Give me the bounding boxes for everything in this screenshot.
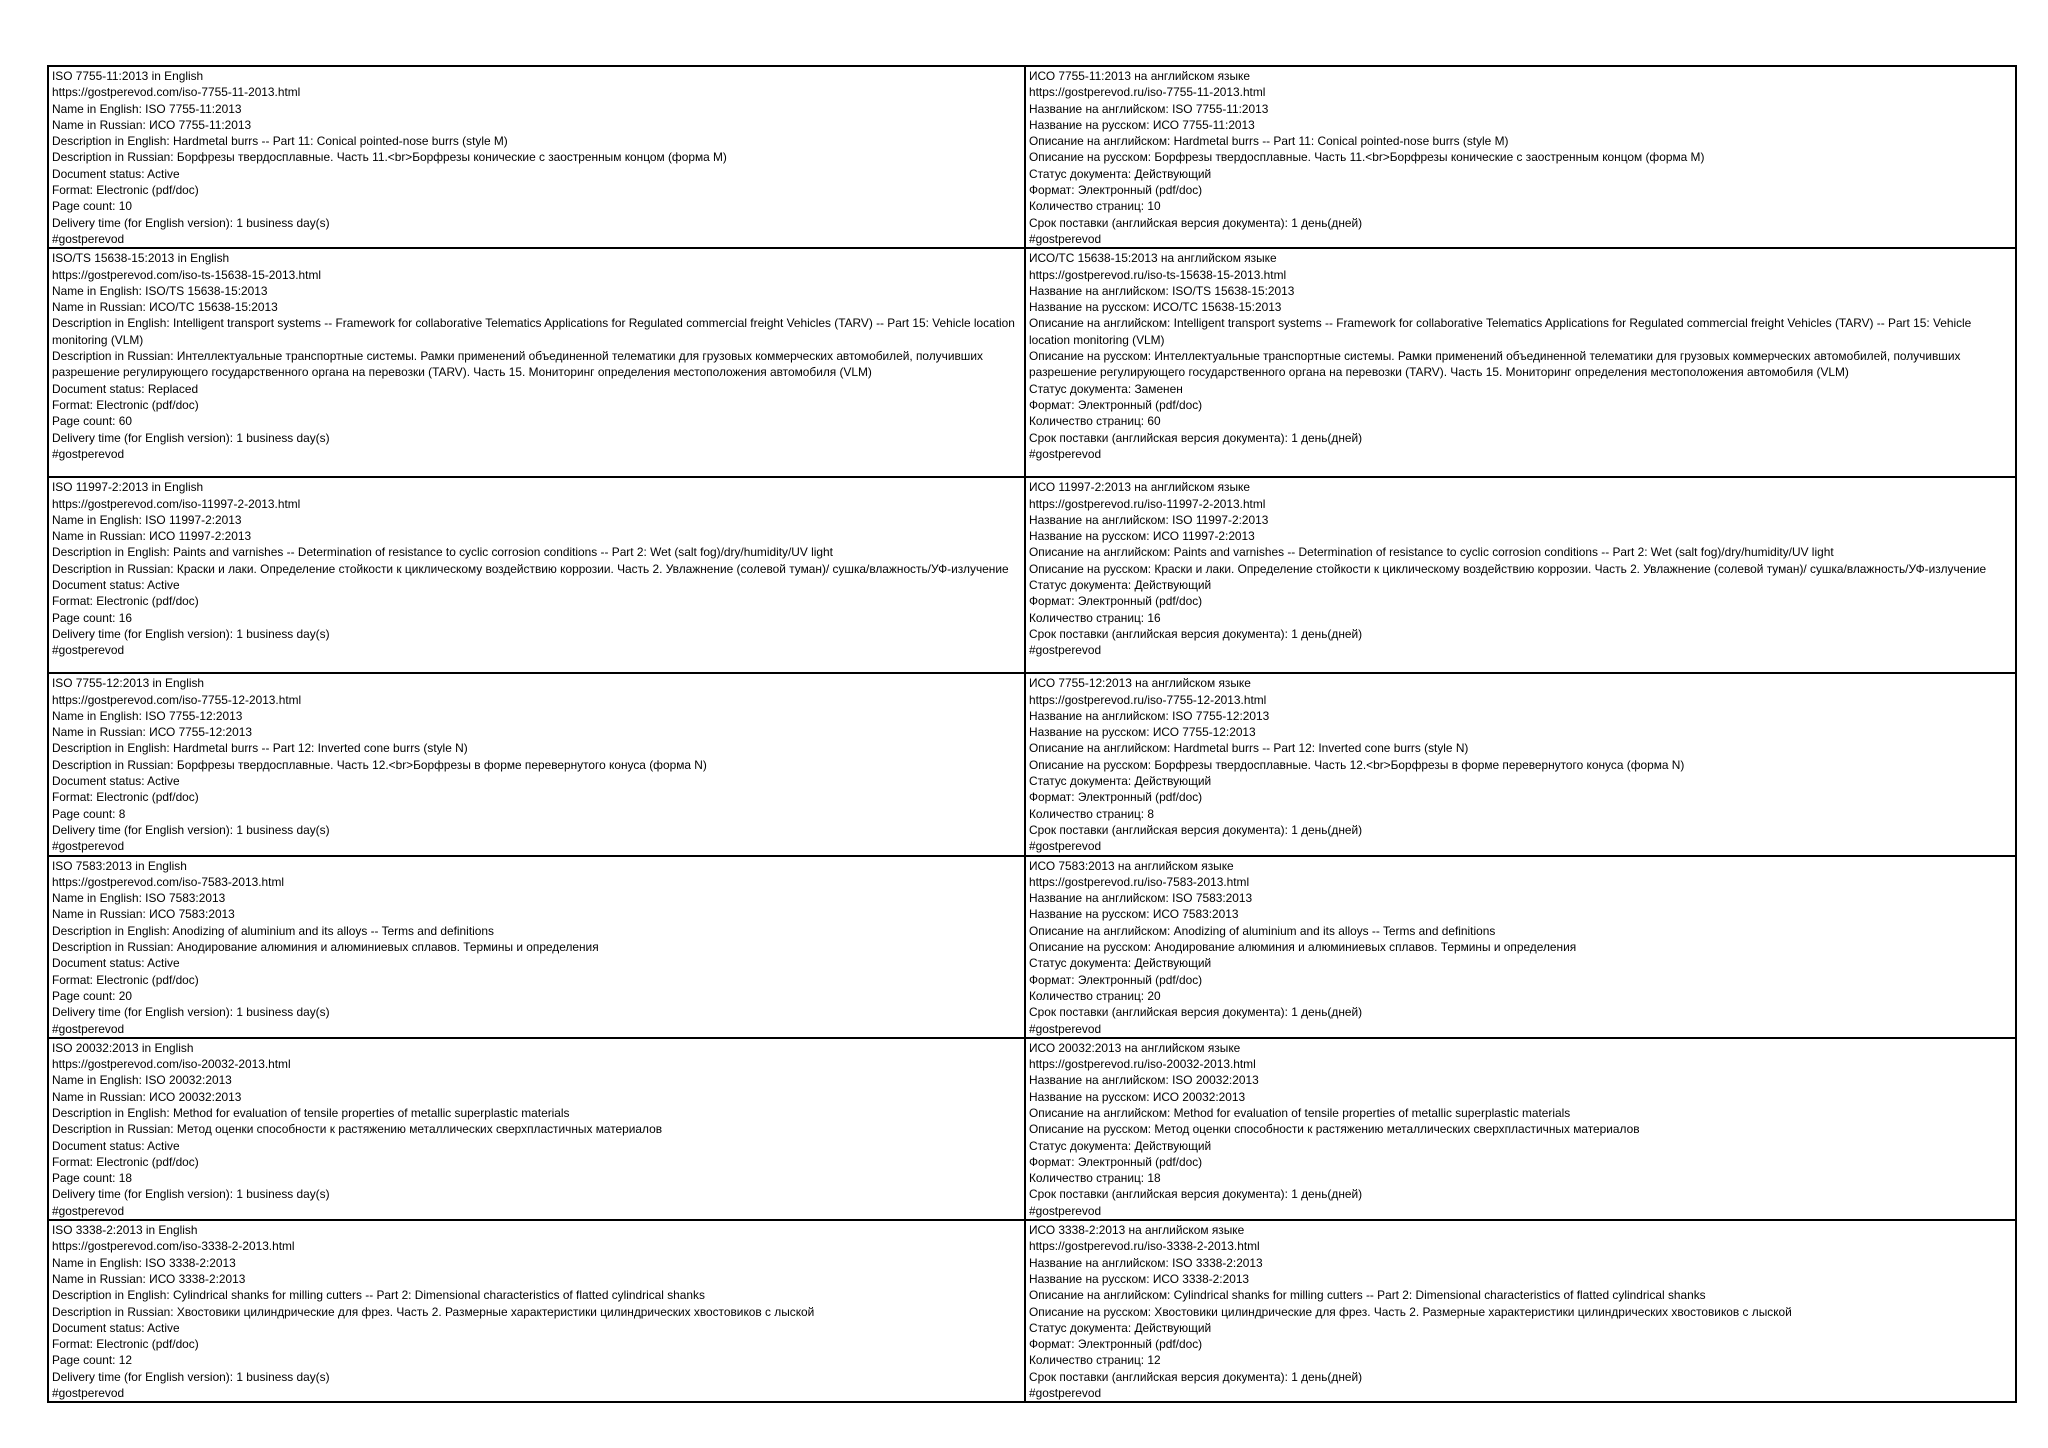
record-status: Статус документа: Действующий — [1029, 1138, 1212, 1153]
record-status: Document status: Active — [52, 166, 180, 181]
record-page-count: Количество страниц: 12 — [1029, 1353, 1161, 1368]
record-hashtag: #gostperevod — [1029, 1203, 1102, 1218]
record-url[interactable]: https://gostperevod.com/iso-11997-2-2013.html — [52, 496, 301, 511]
record-description-en: Описание на английском: Hardmetal burrs -- Part 11: Conical pointed-nose burrs (style M) — [1029, 134, 1509, 149]
record-cell-ru — [1025, 856, 2016, 1038]
record-description-ru: Description in Russian: Борфрезы твердосплавные. Часть 12.<br>Борфрезы в форме перевернутого конуса (форма N) — [52, 757, 707, 772]
record-url[interactable]: https://gostperevod.ru/iso-7755-11-2013.html — [1029, 85, 1266, 100]
record-name-ru: Name in Russian: ИСО 20032:2013 — [52, 1089, 242, 1104]
record-description-en: Description in English: Paints and varnishes -- Determination of resistance to cyclic corrosion conditions -- Part 2: Wet (salt fog)/dry/humidity/UV light — [52, 545, 833, 560]
record-description-ru: Description in Russian: Борфрезы твердосплавные. Часть 11.<br>Борфрезы конические с заостренным концом (форма M) — [52, 150, 727, 165]
record-title: ISO 11997-2:2013 in English — [52, 480, 204, 495]
record-page-count: Количество страниц: 20 — [1029, 988, 1161, 1003]
record-description-en: Description in English: Anodizing of aluminium and its alloys -- Terms and definitions — [52, 923, 494, 938]
record-hashtag: #gostperevod — [52, 231, 125, 246]
record-hashtag: #gostperevod — [52, 643, 125, 658]
record-status: Статус документа: Действующий — [1029, 774, 1212, 789]
table-row — [48, 1038, 2016, 1220]
record-cell-en — [48, 1220, 1025, 1402]
record-delivery: Срок поставки (английская версия документа): 1 день(дней) — [1029, 1187, 1363, 1202]
record-description-en: Описание на английском: Hardmetal burrs -- Part 12: Inverted cone burrs (style N) — [1029, 741, 1469, 756]
record-status: Статус документа: Действующий — [1029, 166, 1212, 181]
record-hashtag: #gostperevod — [1029, 446, 1102, 461]
record-title: ИСО/ТС 15638-15:2013 на английском языке — [1029, 251, 1277, 266]
record-title: ИСО 7755-11:2013 на английском языке — [1029, 69, 1250, 83]
record-cell-ru — [1025, 673, 2016, 855]
record-name-ru: Название на русском: ИСО 11997-2:2013 — [1029, 529, 1255, 544]
record-description-ru: Description in Russian: Интеллектуальные транспортные системы. Рамки применений объединенной телематики для грузовых коммерческих автомобилей, получивших разрешение регулирующего государственного органа на перевозки (TARV). Часть 15. Мониторинг определения местоположения автомобиля (VLM) — [52, 349, 983, 380]
record-url[interactable]: https://gostperevod.com/iso-3338-2-2013.html — [52, 1239, 295, 1254]
record-description-ru: Описание на русском: Борфрезы твердосплавные. Часть 11.<br>Борфрезы конические с заостренным концом (форма M) — [1029, 150, 1705, 165]
record-format: Формат: Электронный (pdf/doc) — [1029, 594, 1203, 609]
record-delivery: Срок поставки (английская версия документа): 1 день(дней) — [1029, 626, 1363, 641]
record-delivery: Delivery time (for English version): 1 business day(s) — [52, 430, 330, 445]
record-delivery: Срок поставки (английская версия документа): 1 день(дней) — [1029, 1369, 1363, 1384]
record-title: ISO 3338-2:2013 in English — [52, 1223, 198, 1238]
record-name-ru: Name in Russian: ИСО/ТС 15638-15:2013 — [52, 300, 278, 315]
record-delivery: Delivery time (for English version): 1 business day(s) — [52, 1005, 330, 1020]
record-hashtag: #gostperevod — [1029, 643, 1102, 658]
record-name-ru: Название на русском: ИСО 7583:2013 — [1029, 907, 1239, 922]
record-url[interactable]: https://gostperevod.com/iso-7583-2013.html — [52, 874, 284, 889]
record-description-en: Описание на английском: Anodizing of aluminium and its alloys -- Terms and definitions — [1029, 923, 1496, 938]
record-format: Format: Electronic (pdf/doc) — [52, 790, 199, 805]
record-description-ru: Описание на русском: Краски и лаки. Определение стойкости к циклическому воздействию коррозии. Часть 2. Увлажнение (солевой туман)/ сушка/влажность/УФ-излучение — [1029, 561, 1987, 576]
record-description-ru: Описание на русском: Метод оценки способности к растяжению металлических сверхпластичных материалов — [1029, 1122, 1640, 1137]
record-format: Format: Electronic (pdf/doc) — [52, 972, 199, 987]
record-hashtag: #gostperevod — [52, 446, 125, 461]
record-status: Document status: Replaced — [52, 381, 199, 396]
record-cell-en — [48, 248, 1025, 477]
record-name-en: Название на английском: ISO 7755-12:2013 — [1029, 708, 1270, 723]
record-cell-ru — [1025, 1220, 2016, 1402]
table-row — [48, 856, 2016, 1038]
document-table-body — [48, 66, 2016, 1402]
record-name-en: Name in English: ISO 7755-11:2013 — [52, 101, 242, 116]
record-format: Формат: Электронный (pdf/doc) — [1029, 1154, 1203, 1169]
record-name-en: Name in English: ISO/TS 15638-15:2013 — [52, 283, 268, 298]
record-page-count: Количество страниц: 16 — [1029, 610, 1161, 625]
record-format: Формат: Электронный (pdf/doc) — [1029, 1337, 1203, 1352]
record-status: Document status: Active — [52, 578, 180, 593]
record-delivery: Delivery time (for English version): 1 business day(s) — [52, 626, 330, 641]
record-description-en: Description in English: Cylindrical shanks for milling cutters -- Part 2: Dimensional characteristics of flatted cylindrical shanks — [52, 1288, 705, 1303]
record-description-en: Description in English: Method for evaluation of tensile properties of metallic superplastic materials — [52, 1105, 570, 1120]
record-description-ru: Description in Russian: Хвостовики цилиндрические для фрез. Часть 2. Размерные характеристики цилиндрических хвостовиков с лыской — [52, 1304, 815, 1319]
record-name-en: Name in English: ISO 7755-12:2013 — [52, 708, 243, 723]
record-name-ru: Название на русском: ИСО/ТС 15638-15:2013 — [1029, 300, 1282, 315]
record-name-en: Name in English: ISO 20032:2013 — [52, 1073, 232, 1088]
record-description-en: Description in English: Hardmetal burrs -- Part 11: Conical pointed-nose burrs (style M) — [52, 134, 508, 149]
record-format: Формат: Электронный (pdf/doc) — [1029, 397, 1203, 412]
record-page-count: Количество страниц: 8 — [1029, 806, 1155, 821]
record-status: Статус документа: Заменен — [1029, 381, 1183, 396]
record-page-count: Page count: 60 — [52, 414, 132, 429]
record-format: Формат: Электронный (pdf/doc) — [1029, 790, 1203, 805]
record-page-count: Page count: 18 — [52, 1171, 132, 1186]
record-hashtag: #gostperevod — [1029, 231, 1102, 246]
record-page-count: Количество страниц: 60 — [1029, 414, 1161, 429]
record-name-ru: Name in Russian: ИСО 7583:2013 — [52, 907, 235, 922]
document-table — [47, 65, 2017, 1403]
record-hashtag: #gostperevod — [52, 1203, 125, 1218]
record-delivery: Delivery time (for English version): 1 business day(s) — [52, 822, 330, 837]
record-page-count: Page count: 8 — [52, 806, 126, 821]
record-status: Document status: Active — [52, 956, 180, 971]
record-title: ИСО 3338-2:2013 на английском языке — [1029, 1223, 1245, 1238]
table-row — [48, 673, 2016, 855]
record-title: ISO 7583:2013 in English — [52, 858, 187, 873]
table-row — [48, 66, 2016, 248]
record-status: Document status: Active — [52, 1320, 180, 1335]
record-url[interactable]: https://gostperevod.com/iso-20032-2013.html — [52, 1057, 291, 1072]
record-delivery: Delivery time (for English version): 1 business day(s) — [52, 1369, 330, 1384]
record-cell-en — [48, 477, 1025, 673]
record-page-count: Page count: 20 — [52, 988, 132, 1003]
record-description-en: Description in English: Intelligent transport systems -- Framework for collaborative Telematics Applications for Regulated commercial freight Vehicles (TARV) -- Part 15: Vehicle location monitoring (VLM) — [52, 316, 1015, 347]
record-url[interactable]: https://gostperevod.ru/iso-20032-2013.html — [1029, 1057, 1256, 1072]
record-name-en: Название на английском: ISO/TS 15638-15:2013 — [1029, 283, 1295, 298]
record-page-count: Количество страниц: 18 — [1029, 1171, 1161, 1186]
record-name-ru: Название на русском: ИСО 7755-11:2013 — [1029, 117, 1255, 132]
record-description-ru: Description in Russian: Краски и лаки. Определение стойкости к циклическому воздействию коррозии. Часть 2. Увлажнение (солевой туман)/ сушка/влажность/УФ-излучение — [52, 561, 1009, 576]
record-hashtag: #gostperevod — [1029, 839, 1102, 854]
record-name-en: Название на английском: ISO 20032:2013 — [1029, 1073, 1259, 1088]
record-format: Формат: Электронный (pdf/doc) — [1029, 183, 1203, 198]
record-cell-ru — [1025, 477, 2016, 673]
table-row — [48, 1220, 2016, 1402]
record-cell-en — [48, 856, 1025, 1038]
record-description-en: Description in English: Hardmetal burrs -- Part 12: Inverted cone burrs (style N) — [52, 741, 468, 756]
record-name-en: Name in English: ISO 3338-2:2013 — [52, 1255, 236, 1270]
record-cell-ru — [1025, 1038, 2016, 1220]
record-delivery: Срок поставки (английская версия документа): 1 день(дней) — [1029, 1005, 1363, 1020]
record-format: Format: Electronic (pdf/doc) — [52, 397, 199, 412]
record-hashtag: #gostperevod — [52, 1021, 125, 1036]
record-name-en: Name in English: ISO 7583:2013 — [52, 891, 226, 906]
record-status: Статус документа: Действующий — [1029, 578, 1212, 593]
record-description-en: Описание на английском: Cylindrical shanks for milling cutters -- Part 2: Dimensional characteristics of flatted cylindrical shanks — [1029, 1288, 1706, 1303]
record-name-ru: Name in Russian: ИСО 11997-2:2013 — [52, 529, 252, 544]
record-url[interactable]: https://gostperevod.ru/iso-3338-2-2013.html — [1029, 1239, 1260, 1254]
record-page-count: Page count: 10 — [52, 199, 132, 214]
record-title: ИСО 7583:2013 на английском языке — [1029, 858, 1234, 873]
record-url[interactable]: https://gostperevod.ru/iso-7755-12-2013.html — [1029, 692, 1267, 707]
record-delivery: Delivery time (for English version): 1 business day(s) — [52, 215, 330, 230]
record-cell-en — [48, 66, 1025, 248]
record-url[interactable]: https://gostperevod.com/iso-7755-12-2013.html — [52, 692, 302, 707]
record-delivery: Срок поставки (английская версия документа): 1 день(дней) — [1029, 430, 1363, 445]
record-description-ru: Описание на русском: Борфрезы твердосплавные. Часть 12.<br>Борфрезы в форме перевернутого конуса (форма N) — [1029, 757, 1685, 772]
record-url[interactable]: https://gostperevod.com/iso-ts-15638-15-2013.html — [52, 267, 322, 282]
record-cell-ru — [1025, 248, 2016, 477]
record-status: Document status: Active — [52, 1138, 180, 1153]
record-name-en: Name in English: ISO 11997-2:2013 — [52, 512, 242, 527]
record-title: ISO 7755-12:2013 in English — [52, 676, 205, 691]
table-row — [48, 248, 2016, 477]
record-description-ru: Description in Russian: Анодирование алюминия и алюминиевых сплавов. Термины и определения — [52, 940, 599, 955]
record-name-ru: Name in Russian: ИСО 3338-2:2013 — [52, 1271, 246, 1286]
record-description-ru: Описание на русском: Хвостовики цилиндрические для фрез. Часть 2. Размерные характеристики цилиндрических хвостовиков с лыской — [1029, 1304, 1792, 1319]
record-name-en: Название на английском: ISO 7755-11:2013 — [1029, 101, 1269, 116]
record-name-ru: Name in Russian: ИСО 7755-12:2013 — [52, 725, 252, 740]
record-format: Format: Electronic (pdf/doc) — [52, 594, 199, 609]
record-name-en: Название на английском: ISO 11997-2:2013 — [1029, 512, 1269, 527]
record-url[interactable]: https://gostperevod.com/iso-7755-11-2013.html — [52, 85, 301, 100]
record-page-count: Page count: 12 — [52, 1353, 132, 1368]
table-row — [48, 477, 2016, 673]
record-format: Format: Electronic (pdf/doc) — [52, 1337, 199, 1352]
record-title: ИСО 20032:2013 на английском языке — [1029, 1040, 1241, 1055]
record-format: Format: Electronic (pdf/doc) — [52, 183, 199, 198]
record-cell-ru — [1025, 66, 2016, 248]
record-name-en: Название на английском: ISO 3338-2:2013 — [1029, 1255, 1263, 1270]
record-hashtag: #gostperevod — [52, 1386, 125, 1401]
record-description-en: Описание на английском: Paints and varnishes -- Determination of resistance to cyclic corrosion conditions -- Part 2: Wet (salt fog)/dry/humidity/UV light — [1029, 545, 1834, 560]
record-status: Document status: Active — [52, 774, 180, 789]
record-name-en: Название на английском: ISO 7583:2013 — [1029, 891, 1253, 906]
record-name-ru: Название на русском: ИСО 3338-2:2013 — [1029, 1271, 1250, 1286]
record-cell-en — [48, 673, 1025, 855]
record-title: ИСО 11997-2:2013 на английском языке — [1029, 480, 1250, 495]
record-status: Статус документа: Действующий — [1029, 1320, 1212, 1335]
record-hashtag: #gostperevod — [52, 839, 125, 854]
record-format: Формат: Электронный (pdf/doc) — [1029, 972, 1203, 987]
record-description-ru: Описание на русском: Интеллектуальные транспортные системы. Рамки применений объединенной телематики для грузовых коммерческих автомобилей, получивших разрешение регулирующего государственного органа на перевозки (TARV). Часть 15. Мониторинг определения местоположения автомобиля (VLM) — [1029, 349, 1961, 380]
record-description-en: Описание на английском: Intelligent transport systems -- Framework for collaborative Telematics Applications for Regulated commercial freight Vehicles (TARV) -- Part 15: Vehicle location monitoring (VLM) — [1029, 316, 1972, 347]
record-hashtag: #gostperevod — [1029, 1386, 1102, 1401]
record-title: ИСО 7755-12:2013 на английском языке — [1029, 676, 1251, 691]
record-delivery: Срок поставки (английская версия документа): 1 день(дней) — [1029, 822, 1363, 837]
record-delivery: Delivery time (for English version): 1 business day(s) — [52, 1187, 330, 1202]
record-delivery: Срок поставки (английская версия документа): 1 день(дней) — [1029, 215, 1363, 230]
record-name-ru: Название на русском: ИСО 20032:2013 — [1029, 1089, 1246, 1104]
record-name-ru: Name in Russian: ИСО 7755-11:2013 — [52, 117, 252, 132]
record-page-count: Количество страниц: 10 — [1029, 199, 1161, 214]
record-page-count: Page count: 16 — [52, 610, 132, 625]
record-title: ISO 7755-11:2013 in English — [52, 69, 204, 83]
record-hashtag: #gostperevod — [1029, 1021, 1102, 1036]
record-url[interactable]: https://gostperevod.ru/iso-ts-15638-15-2013.html — [1029, 267, 1287, 282]
record-description-ru: Description in Russian: Метод оценки способности к растяжению металлических сверхпластичных материалов — [52, 1122, 663, 1137]
record-description-en: Описание на английском: Method for evaluation of tensile properties of metallic superplastic materials — [1029, 1105, 1571, 1120]
record-description-ru: Описание на русском: Анодирование алюминия и алюминиевых сплавов. Термины и определения — [1029, 940, 1577, 955]
record-cell-en — [48, 1038, 1025, 1220]
record-url[interactable]: https://gostperevod.ru/iso-11997-2-2013.html — [1029, 496, 1266, 511]
record-status: Статус документа: Действующий — [1029, 956, 1212, 971]
record-name-ru: Название на русском: ИСО 7755-12:2013 — [1029, 725, 1256, 740]
record-format: Format: Electronic (pdf/doc) — [52, 1154, 199, 1169]
record-title: ISO/TS 15638-15:2013 in English — [52, 251, 230, 266]
record-title: ISO 20032:2013 in English — [52, 1040, 194, 1055]
record-url[interactable]: https://gostperevod.ru/iso-7583-2013.html — [1029, 874, 1250, 889]
